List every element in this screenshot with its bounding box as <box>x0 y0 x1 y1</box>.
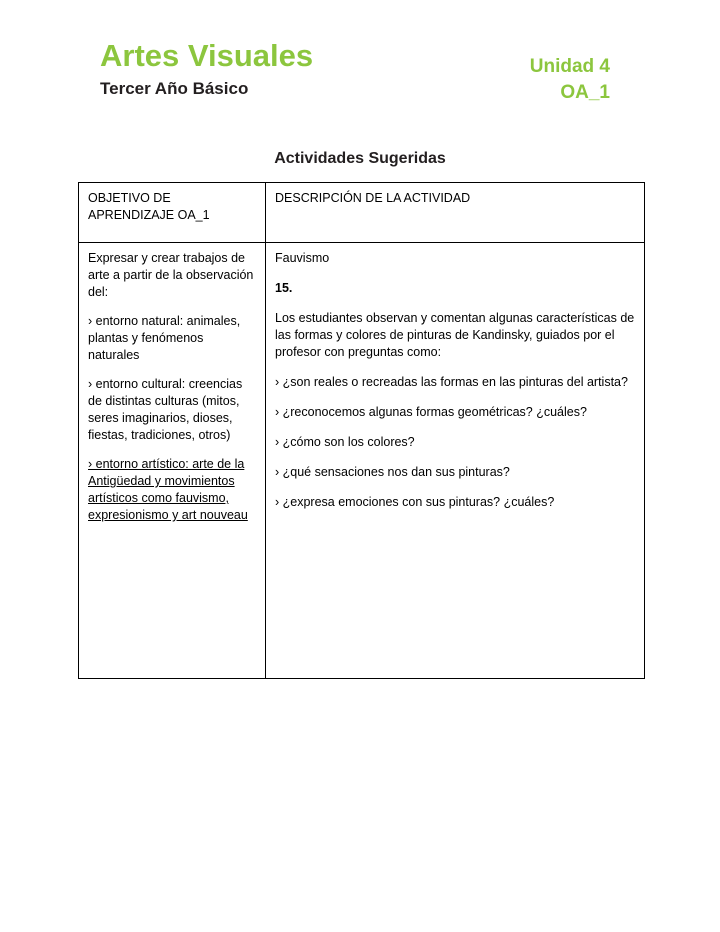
section-title: Actividades Sugeridas <box>274 150 446 167</box>
unit-label: Unidad 4 <box>529 56 610 77</box>
activity-question: › ¿expresa emociones con sus pinturas? ¿cuáles? <box>275 495 555 509</box>
activity-question: › ¿qué sensaciones nos dan sus pinturas? <box>275 465 510 479</box>
activity-question: › ¿son reales o recreadas las formas en las pinturas del artista? <box>275 375 628 389</box>
activity-question: › ¿reconocemos algunas formas geométricas? ¿cuáles? <box>275 405 587 419</box>
objective-bullet-artistic: › entorno artístico: arte de la Antigüedad y movimientos artísticos como fauvismo, expresionismo y art nouveau <box>88 457 248 522</box>
objective-bullet-cultural: › entorno cultural: creencias de distintas culturas (mitos, seres imaginarios, dioses, fiestas, tradiciones, otros) <box>88 377 243 442</box>
description-cell <box>266 243 645 679</box>
activity-topic: Fauvismo <box>275 251 330 265</box>
table-header-row <box>79 183 645 243</box>
activities-table <box>78 182 645 679</box>
objective-intro: Expresar y crear trabajos de arte a partir de la observación del: <box>88 251 254 299</box>
document-header <box>78 38 642 110</box>
unit-block <box>530 54 610 106</box>
activity-number: 15. <box>275 281 293 295</box>
objective-bullet-natural: › entorno natural: animales, plantas y fenómenos naturales <box>88 314 241 362</box>
title-block <box>100 38 313 100</box>
activity-question: › ¿cómo son los colores? <box>275 435 415 449</box>
activity-intro: Los estudiantes observan y comentan algunas características de las formas y colores de pinturas de Kandinsky, guiados por el profesor con preguntas como: <box>275 311 635 359</box>
table-row <box>79 243 645 679</box>
activities-table-wrapper <box>78 182 644 679</box>
column-header-objective: OBJETIVO DE APRENDIZAJE OA_1 <box>79 183 266 243</box>
page-subtitle: Tercer Año Básico <box>100 79 249 98</box>
column-header-description: DESCRIPCIÓN DE LA ACTIVIDAD <box>266 183 645 243</box>
oa-label: OA_1 <box>560 82 610 103</box>
page-title: Artes Visuales <box>100 38 314 73</box>
objective-cell <box>79 243 266 679</box>
